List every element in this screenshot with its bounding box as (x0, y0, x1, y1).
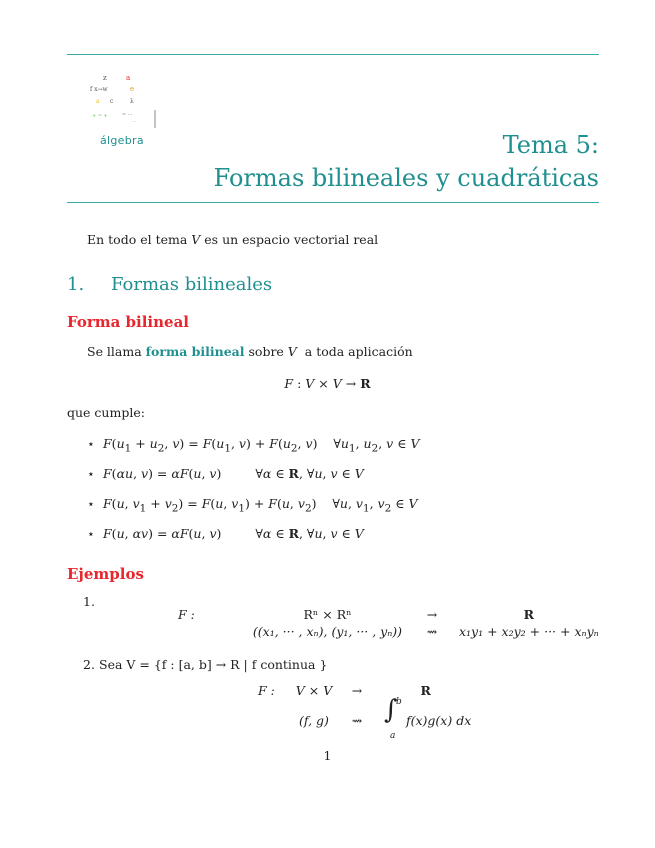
svg-text:···: ··· (132, 119, 136, 124)
svg-text:f x→w: f x→w (90, 86, 108, 93)
ex1-image: x₁y₁ + x₂y₂ + ··· + xₙyₙ (459, 624, 599, 639)
ex2-domain: V × V (295, 683, 333, 698)
definition-text: Se llama forma bilineal sobre V a toda aplicación (87, 344, 413, 359)
section-title: Formas bilineales (111, 274, 273, 295)
section-number: 1. (67, 274, 85, 295)
svg-text:c: c (110, 98, 114, 105)
examples-heading: Ejemplos (67, 565, 144, 583)
ex1-arrow: → (426, 607, 438, 622)
ex2-F: F : (258, 683, 275, 698)
condition-4: ⋆ F(u, αv) = αF(u, v) ∀α ∈ R, ∀u, v ∈ V (87, 526, 364, 541)
example-1-map (172, 606, 605, 640)
condition-3: ⋆ F(u, $v_1 + v_2) = F(u$, $v_1) + F(u$, $v_2$) ∀u, $v_1$, $v_2$ ∈ V (87, 496, 418, 515)
ex1-mapsto: ⇝ (426, 624, 438, 639)
definition-heading: Forma bilineal (67, 313, 189, 331)
integrand: f(x)g(x) dx (406, 713, 472, 728)
integral-upper: b (396, 697, 402, 707)
example-2-number: 2. (83, 657, 95, 672)
logo-text: álgebra (100, 134, 144, 147)
svg-text:z: z (103, 74, 107, 82)
svg-text:= ···: = ··· (122, 112, 133, 118)
definition-map: F : V × V → R (284, 376, 371, 391)
tema-number: Tema 5: (502, 131, 599, 159)
ex1-codomain: R (523, 607, 535, 622)
ex2-mapsto: ⇝ (351, 713, 363, 728)
svg-text:+ = +: + = + (92, 113, 108, 119)
section-heading (67, 274, 272, 295)
page-number: 1 (323, 748, 332, 763)
example-2-map (252, 682, 477, 741)
example-1-number: 1. (83, 594, 95, 609)
condition-1: ⋆ $F(u_1 + u_2$, $v) = F(u_1$, $v) + F(u_2$, v) $\forall u_1$, $u_2$, v ∈ V (87, 436, 420, 455)
ex1-F: F : (178, 607, 195, 622)
intro-text: En todo el tema V es un espacio vectorial real (87, 232, 379, 247)
cumple-text: que cumple: (67, 405, 145, 420)
ex2-integral (374, 695, 477, 741)
svg-text:e: e (130, 85, 135, 93)
svg-text:a: a (126, 74, 131, 82)
top-rule (67, 54, 599, 55)
svg-text:a: a (96, 98, 100, 105)
example-2-text: Sea V = {f : [a, b] → R | f continua } (99, 657, 328, 672)
svg-text:λ: λ (130, 98, 134, 105)
ex1-pair: ((x₁, ··· , xₙ), (y₁, ··· , yₙ)) (252, 624, 403, 639)
ex2-codomain: R (420, 683, 431, 698)
header-bottom-rule (67, 202, 599, 203)
ex2-arrow: → (351, 683, 363, 698)
tema-title: Formas bilineales y cuadráticas (213, 164, 599, 192)
integral-lower: a (390, 731, 396, 741)
integral-sign: ∫ (384, 695, 398, 725)
ex2-pair: (f, g) (299, 713, 329, 728)
condition-2: ⋆ F(αu, v) = αF(u, v) ∀α ∈ R, ∀u, v ∈ V (87, 466, 364, 481)
ex1-domain: Rⁿ × Rⁿ (303, 607, 352, 622)
defined-term: forma bilineal (145, 344, 245, 359)
